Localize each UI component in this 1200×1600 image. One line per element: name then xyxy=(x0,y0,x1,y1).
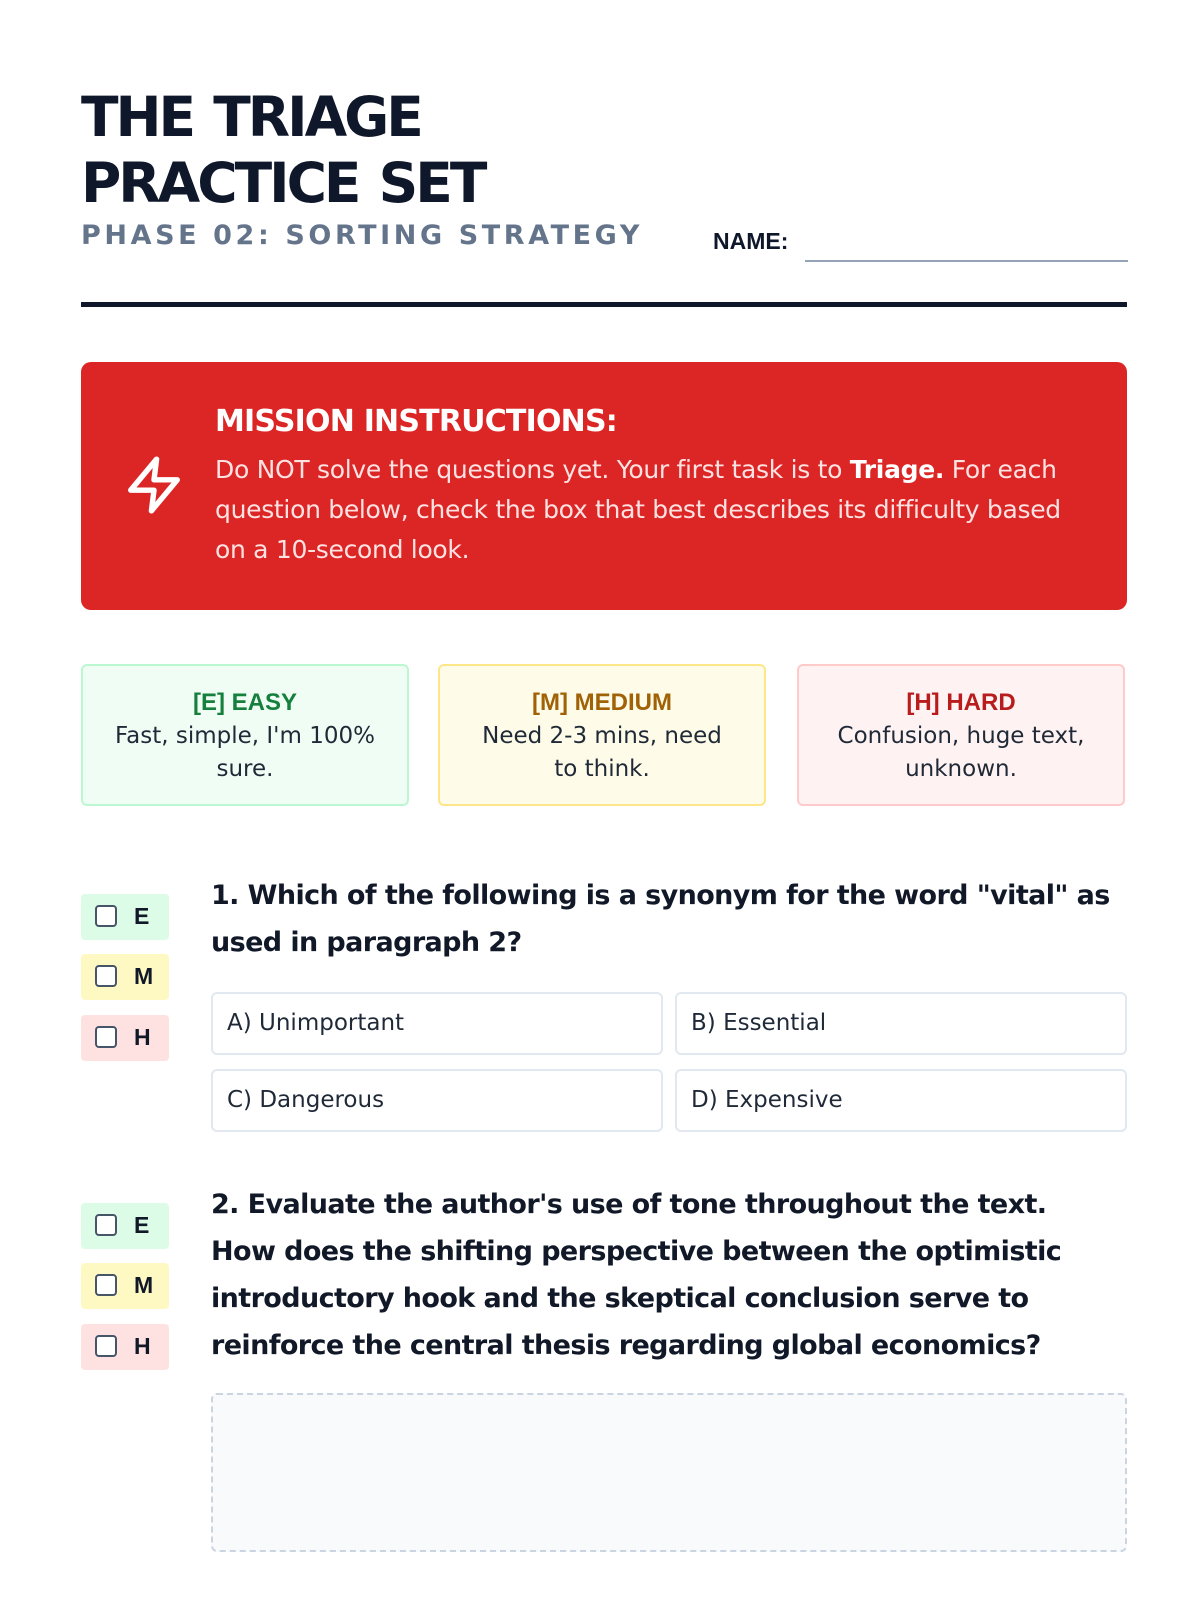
mission-body-start: Do NOT solve the questions yet. Your first task is to xyxy=(215,455,850,484)
checkbox-hard[interactable] xyxy=(95,1026,117,1048)
worksheet-header xyxy=(81,0,1127,310)
legend-title-medium: [M] MEDIUM xyxy=(532,689,672,716)
triage-label-hard: H xyxy=(134,1024,151,1050)
title-line-2: PRACTICE SET xyxy=(81,151,485,215)
triage-label-medium: M xyxy=(134,963,154,989)
mission-body-emphasis: Triage. xyxy=(849,455,945,484)
triage-option-medium[interactable] xyxy=(81,954,169,1000)
checkbox-medium[interactable] xyxy=(95,1274,117,1296)
page-title xyxy=(81,84,601,216)
legend-card-easy xyxy=(81,664,409,806)
triage-option-easy[interactable] xyxy=(81,894,169,940)
triage-label-medium: M xyxy=(134,1272,154,1298)
mission-title: MISSION INSTRUCTIONS: xyxy=(215,404,617,439)
answer-writing-area[interactable] xyxy=(211,1393,1127,1552)
answer-option-c[interactable]: C) Dangerous xyxy=(211,1069,663,1132)
name-field-line[interactable] xyxy=(805,260,1128,262)
legend-description-easy: Fast, simple, I'm 100% sure. xyxy=(115,723,375,782)
legend-title-hard: [H] HARD xyxy=(906,689,1016,716)
header-divider xyxy=(81,302,1127,307)
triage-option-hard[interactable] xyxy=(81,1324,169,1370)
legend-card-medium xyxy=(438,664,766,806)
mission-body-end: For each question below, check the box that best describes its difficulty based on a 10-second look. xyxy=(215,455,1061,564)
checkbox-easy[interactable] xyxy=(95,1214,117,1236)
checkbox-easy[interactable] xyxy=(95,905,117,927)
triage-option-hard[interactable] xyxy=(81,1015,169,1061)
triage-label-hard: H xyxy=(134,1333,151,1359)
worksheet-page xyxy=(81,0,1127,1361)
triage-label-easy: E xyxy=(134,903,150,929)
mission-instructions-box xyxy=(81,362,1127,610)
legend-title-easy: [E] EASY xyxy=(192,689,297,716)
answer-option-b[interactable]: B) Essential xyxy=(675,992,1127,1055)
checkbox-hard[interactable] xyxy=(95,1335,117,1357)
page-subtitle: PHASE 02: SORTING STRATEGY xyxy=(81,220,643,251)
legend-description-hard: Confusion, huge text, unknown. xyxy=(837,723,1085,782)
triage-option-medium[interactable] xyxy=(81,1263,169,1309)
checkbox-medium[interactable] xyxy=(95,965,117,987)
title-line-1: THE TRIAGE xyxy=(81,85,421,149)
lightning-bolt-icon xyxy=(123,452,185,518)
answer-option-a[interactable]: A) Unimportant xyxy=(211,992,663,1055)
legend-card-hard xyxy=(797,664,1125,806)
legend-description-medium: Need 2-3 mins, need to think. xyxy=(482,723,722,782)
question-1-text: 1. Which of the following is a synonym for the word "vital" as used in paragraph 2? xyxy=(211,880,1110,958)
question-2-text: 2. Evaluate the author's use of tone throughout the text. How does the shifting perspective between the optimistic introductory hook and the skeptical conclusion serve to reinforce the central thesis regarding global economics? xyxy=(211,1189,1062,1361)
mission-body xyxy=(215,450,1095,570)
triage-label-easy: E xyxy=(134,1212,150,1238)
triage-option-easy[interactable] xyxy=(81,1203,169,1249)
answer-option-d[interactable]: D) Expensive xyxy=(675,1069,1127,1132)
name-label: NAME: xyxy=(713,228,789,254)
